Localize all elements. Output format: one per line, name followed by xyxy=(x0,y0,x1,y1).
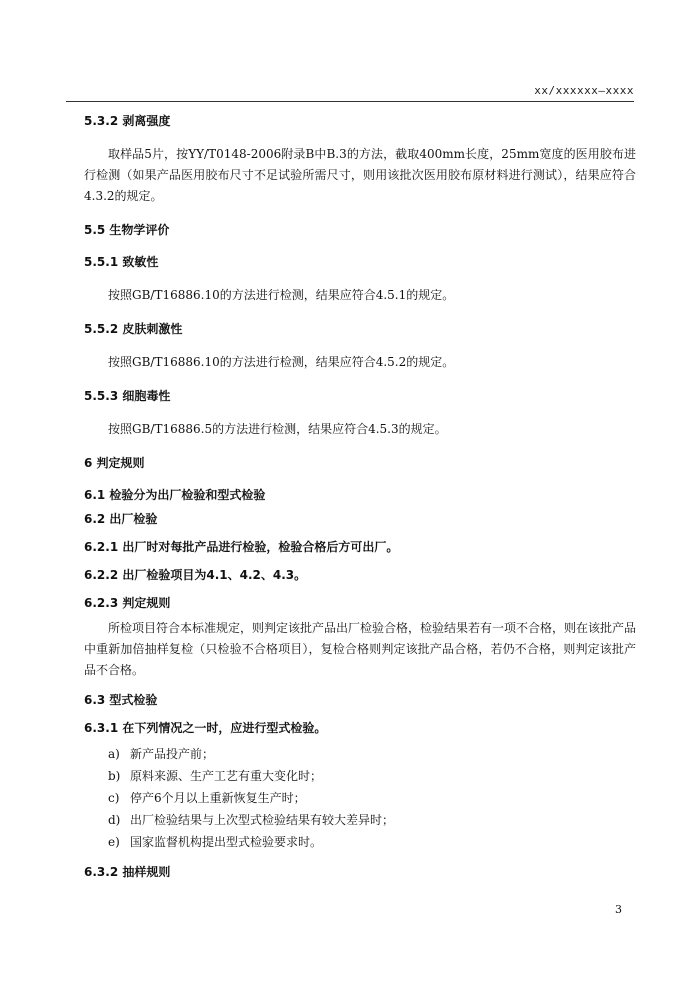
section-6-2-2-title: 6.2.2 出厂检验项目为4.1、4.2、4.3。 xyxy=(84,568,307,582)
section-6-3-1-list xyxy=(84,743,636,853)
section-6-3-2-title: 6.3.2 抽样规则 xyxy=(84,865,171,879)
section-6-2-1-title: 6.2.1 出厂时对每批产品进行检验，检验合格后方可出厂。 xyxy=(84,540,399,554)
list-item xyxy=(84,831,636,853)
list-item-text: 出厂检验结果与上次型式检验结果有较大差异时； xyxy=(130,813,395,827)
list-item xyxy=(84,787,636,809)
list-item-text: 国家监督机构提出型式检验要求时。 xyxy=(130,835,323,849)
section-5-5-2-body: 按照GB/T16886.10的方法进行检测，结果应符合4.5.2的规定。 xyxy=(108,355,455,369)
document-code: xx/xxxxxx—xxxx xyxy=(534,84,634,97)
list-item xyxy=(84,765,636,787)
list-item-marker: e) xyxy=(108,835,120,849)
section-6-3-title: 6.3 型式检验 xyxy=(84,693,158,707)
section-6-3-1-title: 6.3.1 在下列情况之一时，应进行型式检验。 xyxy=(84,721,327,735)
section-5-5-title: 5.5 生物学评价 xyxy=(84,223,170,237)
section-5-3-2-title: 5.3.2 剥离强度 xyxy=(84,114,171,128)
list-item xyxy=(84,809,636,831)
section-5-5-1-title: 5.5.1 致敏性 xyxy=(84,255,159,269)
list-item-text: 原料来源、生产工艺有重大变化时； xyxy=(130,769,323,783)
list-item-text: 新产品投产前； xyxy=(130,747,215,761)
page-number: 3 xyxy=(615,903,622,916)
section-5-3-2-body: 取样品5片，按YY/T0148-2006附录B中B.3的方法，截取400mm长度，25mm宽度的医用胶布进行检测（如果产品医用胶布尺寸不足试验所需尺寸，则用该批次医用胶布原材料进行测试），结果应符合4.3.2的规定。 xyxy=(84,147,636,203)
list-item-text: 停产6个月以上重新恢复生产时； xyxy=(130,791,306,805)
list-item-marker: a) xyxy=(108,747,120,761)
section-6-2-title: 6.2 出厂检验 xyxy=(84,512,158,526)
list-item xyxy=(84,743,636,765)
section-5-5-3-body: 按照GB/T16886.5的方法进行检测，结果应符合4.5.3的规定。 xyxy=(108,422,447,436)
list-item-marker: d) xyxy=(108,813,121,827)
section-5-5-3-title: 5.5.3 细胞毒性 xyxy=(84,389,171,403)
document-body xyxy=(84,112,636,881)
section-6-2-3-title: 6.2.3 判定规则 xyxy=(84,596,171,610)
header-rule xyxy=(66,101,634,102)
section-6-title: 6 判定规则 xyxy=(84,456,145,470)
section-6-2-3-body: 所检项目符合本标准规定，则判定该批产品出厂检验合格，检验结果若有一项不合格，则在该批产品中重新加倍抽样复检（只检验不合格项目），复检合格则判定该批产品合格，若仍不合格，则判定该批产品不合格。 xyxy=(84,621,637,677)
list-item-marker: c) xyxy=(108,791,120,805)
section-5-5-1-body: 按照GB/T16886.10的方法进行检测，结果应符合4.5.1的规定。 xyxy=(108,288,455,302)
list-item-marker: b) xyxy=(108,769,121,783)
section-6-1-title: 6.1 检验分为出厂检验和型式检验 xyxy=(84,488,266,502)
section-5-5-2-title: 5.5.2 皮肤刺激性 xyxy=(84,322,183,336)
